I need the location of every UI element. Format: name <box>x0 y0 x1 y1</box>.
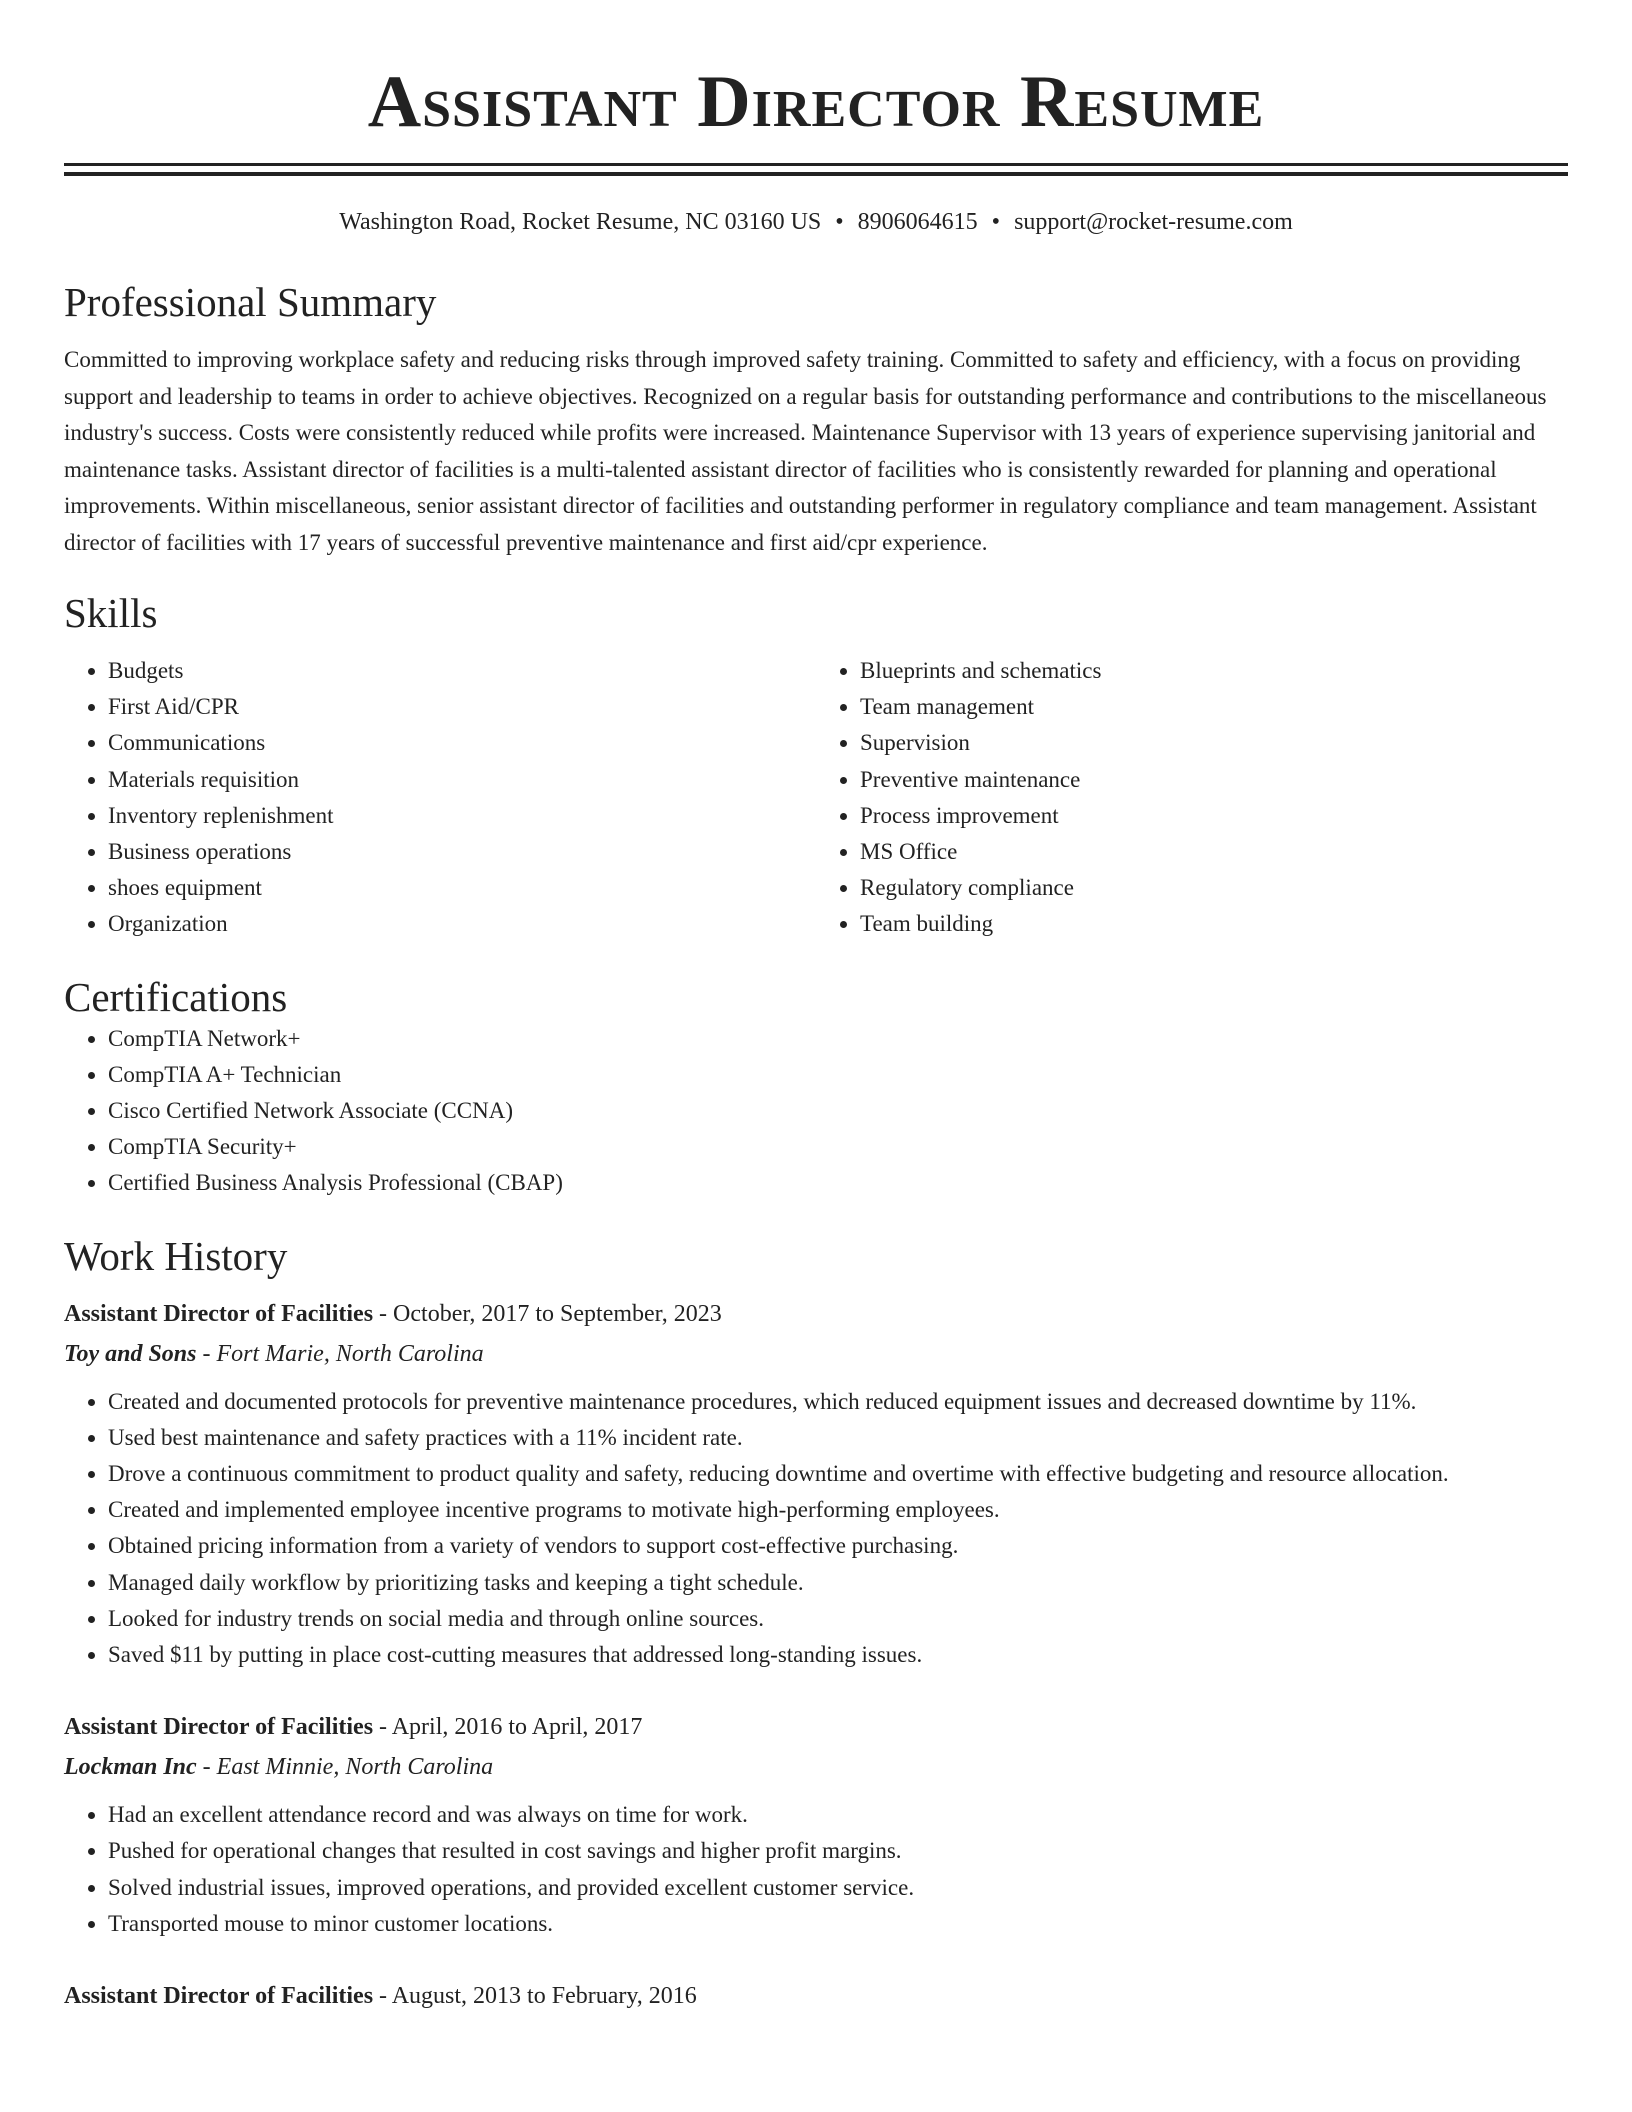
skill-item: • Preventive maintenance <box>860 762 1568 798</box>
job-entry <box>64 1707 1568 1942</box>
skill-item: • Team management <box>860 689 1568 725</box>
job-title-line <box>64 1976 1568 2016</box>
certification-item: • CompTIA A+ Technician <box>108 1057 1568 1093</box>
skill-item: • Process improvement <box>860 798 1568 834</box>
certifications-list <box>64 1021 1568 1202</box>
job-bullets <box>64 1384 1568 1674</box>
job-dates: - April, 2016 to April, 2017 <box>373 1714 643 1741</box>
skill-item: • Supervision <box>860 725 1568 761</box>
job-title: Assistant Director of Facilities <box>64 1300 374 1327</box>
skill-item: • Regulatory compliance <box>860 870 1568 906</box>
skills-heading: Skills <box>64 590 158 636</box>
job-company: Lockman Inc <box>64 1754 197 1781</box>
job-location: - East Minnie, North Carolina <box>196 1754 494 1781</box>
job-entry <box>64 1294 1568 1674</box>
summary-text: Committed to improving workplace safety and reducing risks through improved safety training. Committed to safety and efficiency, with a focus on providing support and leadership to teams in order to achieve objectives. Recognized on a regular basis for outstanding performance and contributions to the miscellaneous industry's success. Costs were consistently reduced while profits were increased. Maintenance Supervisor with 13 years of experience supervising janitorial and maintenance tasks. Assistant director of facilities is a multi-talented assistant director of facilities who is consistently rewarded for planning and operational improvements. Within miscellaneous, senior assistant director of facilities and outstanding performer in regulatory compliance and team management. Assistant director of facilities with 17 years of successful preventive maintenance and first aid/cpr experience. <box>64 347 1547 555</box>
job-dates: - October, 2017 to September, 2023 <box>373 1300 722 1327</box>
job-bullet: • Used best maintenance and safety practices with a 11% incident rate. <box>108 1420 1568 1456</box>
contact-address: Washington Road, Rocket Resume, NC 03160 US <box>339 209 822 235</box>
contact-separator: • <box>835 209 844 235</box>
job-bullets <box>64 1797 1568 1942</box>
skills-list-right <box>816 653 1568 943</box>
job-bullet: • Pushed for operational changes that resulted in cost savings and higher profit margins. <box>108 1833 1568 1869</box>
job-bullet: • Created and documented protocols for preventive maintenance procedures, which reduced equipment issues and decreased downtime by 11%. <box>108 1384 1568 1420</box>
job-title: Assistant Director of Facilities <box>64 1714 374 1741</box>
job-dates: - August, 2013 to February, 2016 <box>373 1983 697 2010</box>
job-bullet: • Transported mouse to minor customer locations. <box>108 1906 1568 1942</box>
certification-item: • Cisco Certified Network Associate (CCNA) <box>108 1093 1568 1129</box>
skill-item: • Organization <box>108 906 816 942</box>
certification-item: • Certified Business Analysis Professional (CBAP) <box>108 1165 1568 1201</box>
certification-item: • CompTIA Network+ <box>108 1021 1568 1057</box>
job-bullet: • Created and implemented employee incentive programs to motivate high-performing employees. <box>108 1492 1568 1528</box>
certifications-heading: Certifications <box>64 973 288 1020</box>
skill-item: • Team building <box>860 906 1568 942</box>
job-bullet: • Solved industrial issues, improved operations, and provided excellent customer service. <box>108 1870 1568 1906</box>
job-bullet: • Obtained pricing information from a variety of vendors to support cost-effective purchasing. <box>108 1528 1568 1564</box>
job-company-line <box>64 1334 1568 1374</box>
skill-item: • MS Office <box>860 834 1568 870</box>
skills-columns <box>64 653 1568 943</box>
job-location: - Fort Marie, North Carolina <box>196 1340 484 1367</box>
work-history-heading: Work History <box>64 1232 288 1279</box>
skill-item: • Communications <box>108 725 816 761</box>
certification-item: • CompTIA Security+ <box>108 1129 1568 1165</box>
job-title: Assistant Director of Facilities <box>64 1983 374 2010</box>
job-bullet: • Drove a continuous commitment to product quality and safety, reducing downtime and overtime with effective budgeting and resource allocation. <box>108 1456 1568 1492</box>
summary-heading: Professional Summary <box>64 279 437 325</box>
skill-item: • Business operations <box>108 834 816 870</box>
job-bullet: • Had an excellent attendance record and was always on time for work. <box>108 1797 1568 1833</box>
job-title-line <box>64 1707 1568 1747</box>
resume-title: Assistant Director Resume <box>367 61 1265 143</box>
contact-separator: • <box>991 209 1001 235</box>
job-bullet: • Saved $11 by putting in place cost-cutting measures that addressed long-standing issues. <box>108 1637 1568 1673</box>
job-bullet: • Managed daily workflow by prioritizing tasks and keeping a tight schedule. <box>108 1565 1568 1601</box>
job-company-line <box>64 1747 1568 1787</box>
skill-item: • Budgets <box>108 653 816 689</box>
job-title-line <box>64 1294 1568 1334</box>
title-rule-bottom <box>64 172 1568 176</box>
skill-item: • shoes equipment <box>108 870 816 906</box>
contact-phone: 8906064615 <box>857 209 978 235</box>
contact-line <box>64 206 1568 238</box>
skill-item: • Materials requisition <box>108 762 816 798</box>
job-company: Toy and Sons <box>64 1340 197 1367</box>
job-entry <box>64 1976 1568 2016</box>
skill-item: • First Aid/CPR <box>108 689 816 725</box>
skill-item: • Blueprints and schematics <box>860 653 1568 689</box>
title-rule-top <box>64 163 1568 166</box>
skills-list-left <box>64 653 816 943</box>
skill-item: • Inventory replenishment <box>108 798 816 834</box>
contact-email: support@rocket-resume.com <box>1014 209 1293 235</box>
job-bullet: • Looked for industry trends on social media and through online sources. <box>108 1601 1568 1637</box>
